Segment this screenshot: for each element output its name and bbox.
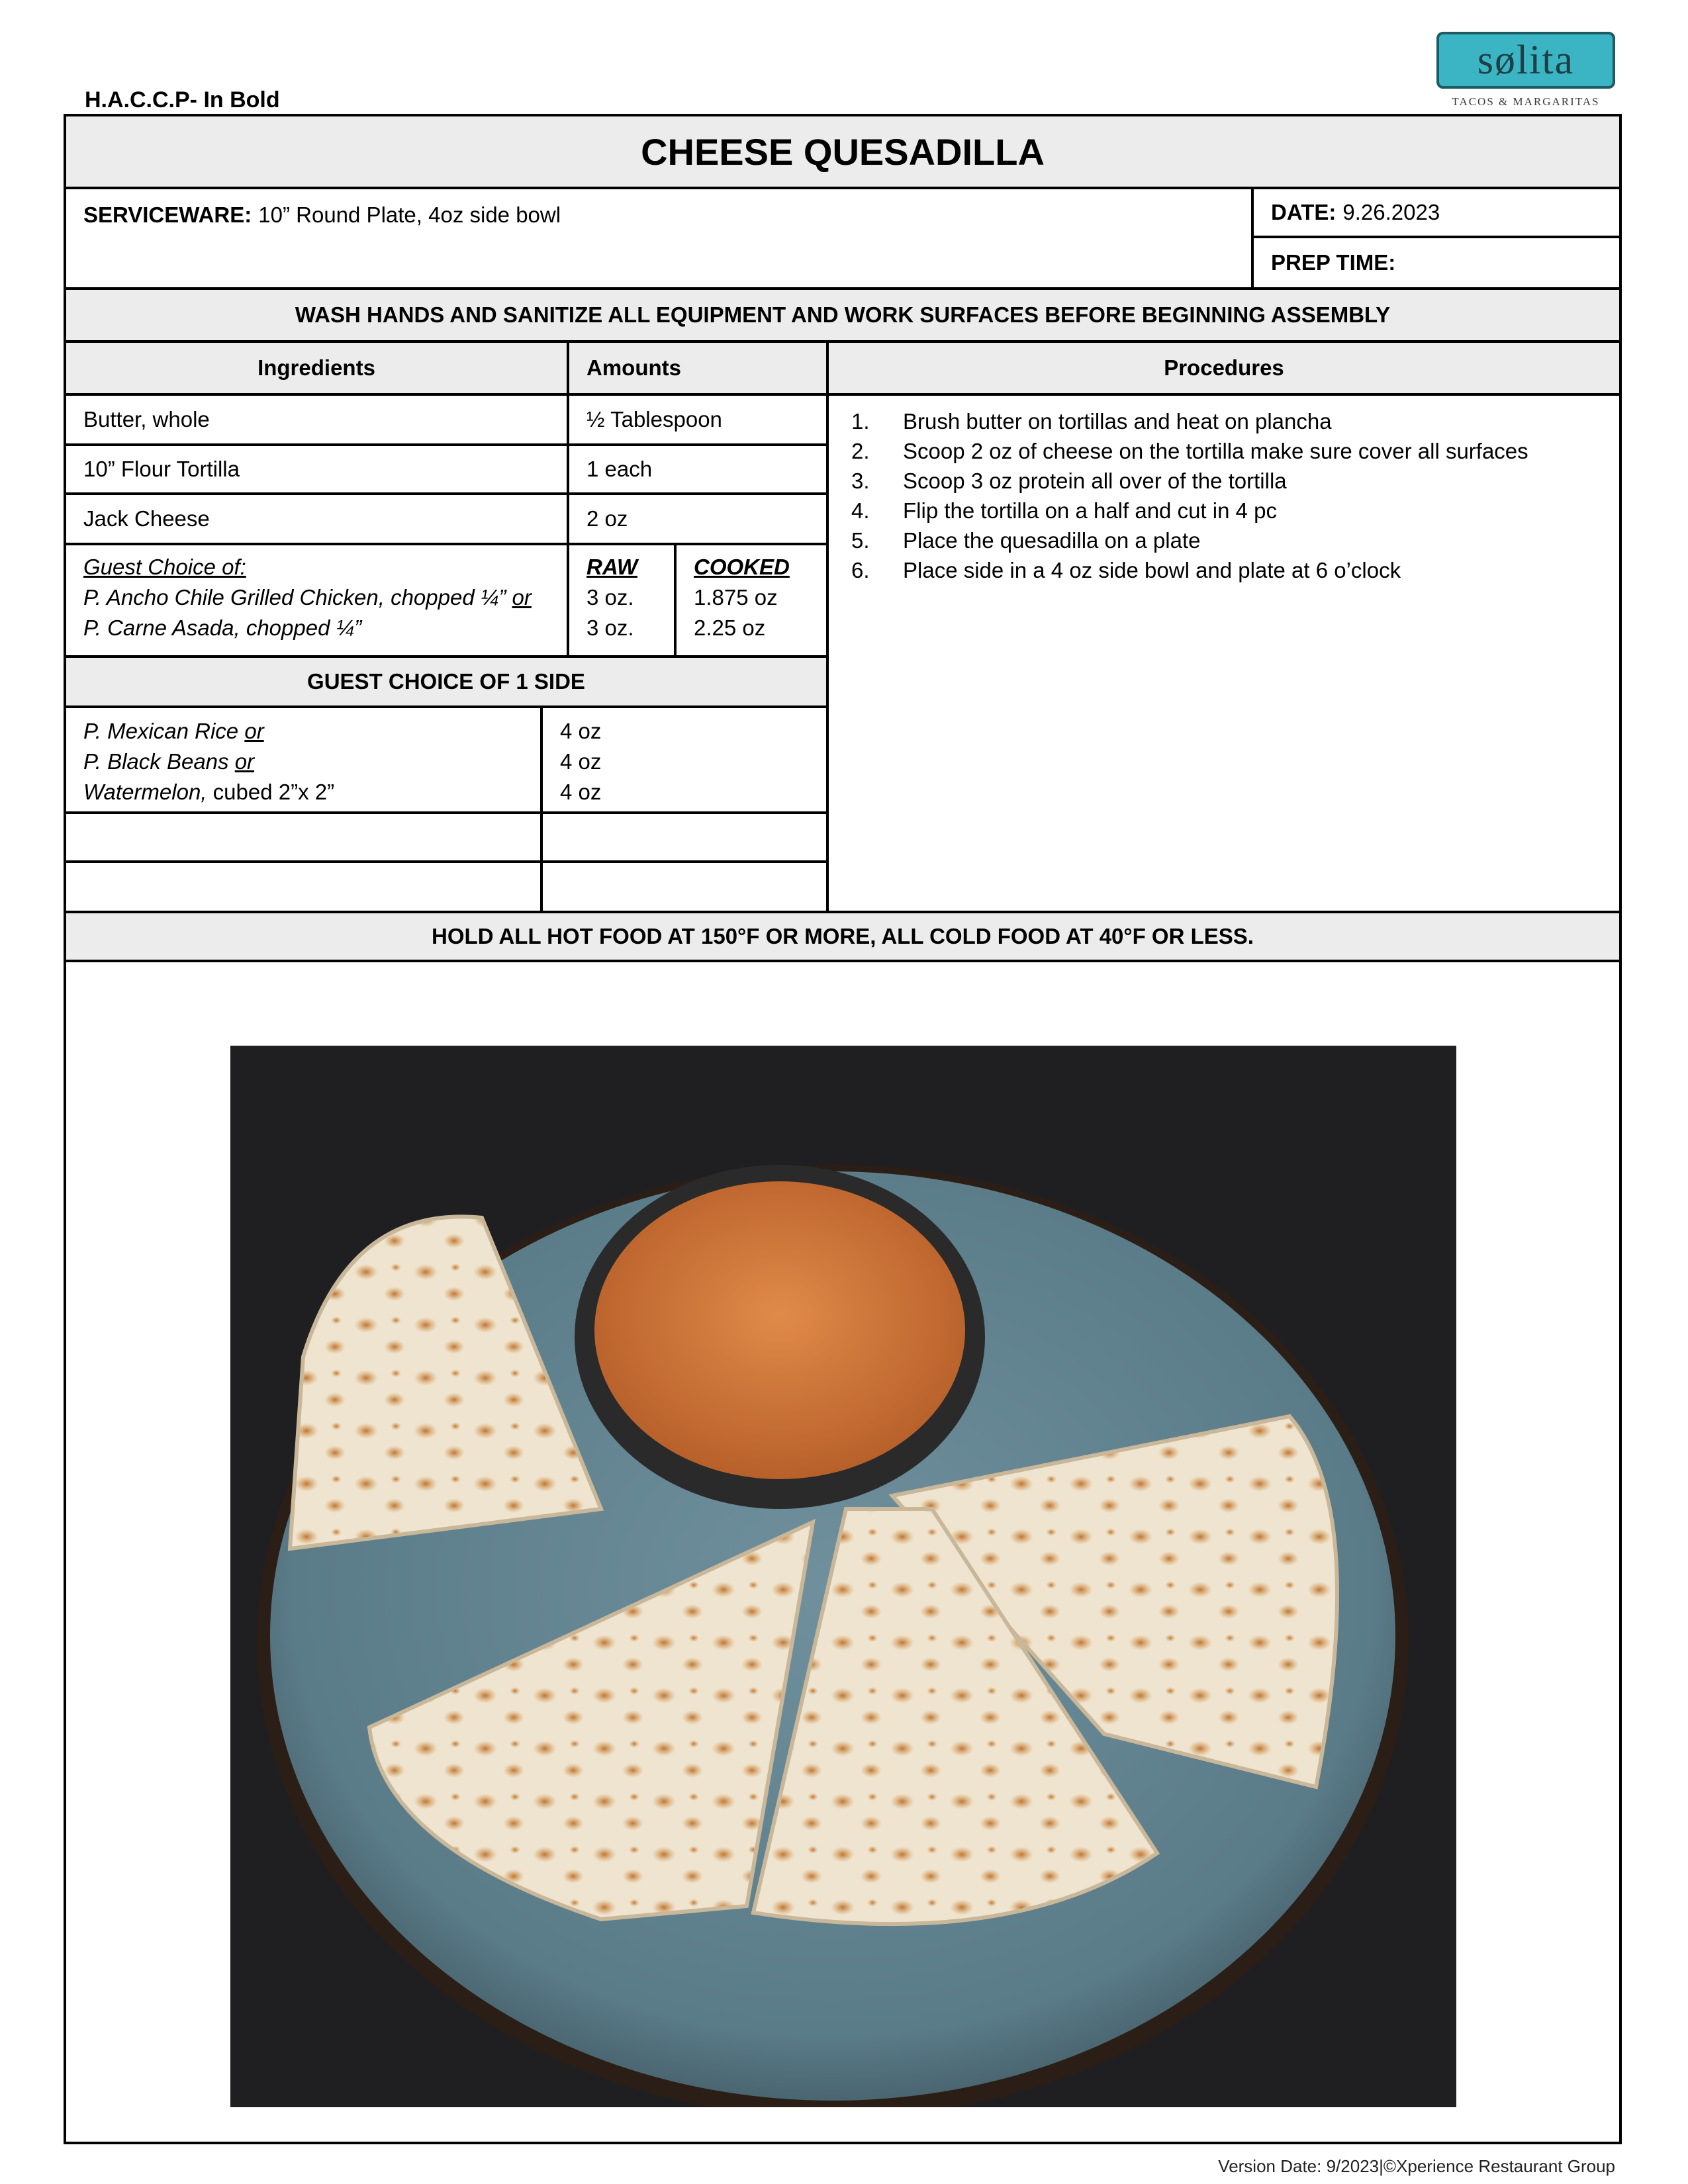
procedure-step bbox=[851, 496, 1606, 525]
empty-cell bbox=[540, 860, 829, 913]
procedure-step bbox=[851, 525, 1606, 555]
solita-logo: sølita bbox=[1436, 32, 1615, 89]
step-text: Place side in a 4 oz side bowl and plate at 6 o’clock bbox=[903, 558, 1401, 582]
version-footer: Version Date: 9/2023|©Xperience Restaurant Group bbox=[1218, 2156, 1615, 2176]
cooked-amount: 2.25 oz bbox=[694, 615, 766, 640]
step-number: 5. bbox=[851, 528, 870, 553]
date-value: 9.26.2023 bbox=[1342, 200, 1440, 224]
guest-choice-cell bbox=[64, 543, 569, 658]
side-option: P. Black Beans bbox=[83, 749, 229, 774]
side-amount: 4 oz bbox=[560, 719, 602, 743]
amounts-header bbox=[567, 340, 829, 396]
procedure-step bbox=[851, 436, 1606, 466]
step-number: 6. bbox=[851, 558, 870, 582]
side-options-cell bbox=[64, 705, 543, 814]
date-cell bbox=[1251, 187, 1622, 238]
procedure-step bbox=[851, 555, 1606, 585]
recipe-title: CHEESE QUESADILLA bbox=[64, 114, 1622, 189]
ingredient-name: 10” Flour Tortilla bbox=[64, 443, 569, 495]
raw-amounts-cell bbox=[567, 543, 677, 658]
ingredient-name: Jack Cheese bbox=[64, 492, 569, 545]
serviceware-cell bbox=[64, 187, 1254, 290]
empty-cell bbox=[540, 811, 829, 863]
ingredient-name: Butter, whole bbox=[64, 393, 569, 446]
logo-tagline: TACOS & MARGARITAS bbox=[1452, 95, 1600, 108]
step-text: Brush butter on tortillas and heat on plancha bbox=[903, 409, 1332, 433]
serviceware-label: SERVICEWARE: bbox=[83, 203, 252, 227]
cooked-amounts-cell bbox=[674, 543, 829, 658]
side-option-detail: cubed 2”x 2” bbox=[212, 780, 335, 804]
ingredients-header: Ingredients bbox=[64, 340, 569, 396]
wash-hands-banner: WASH HANDS AND SANITIZE ALL EQUIPMENT AND WORK SURFACES BEFORE BEGINNING ASSEMBLY bbox=[64, 287, 1622, 343]
empty-cell bbox=[64, 860, 543, 913]
prep-time-cell bbox=[1251, 236, 1622, 290]
ingredient-amount: 1 each bbox=[567, 443, 829, 495]
side-choice-heading: GUEST CHOICE OF 1 SIDE bbox=[64, 655, 829, 708]
side-amount: 4 oz bbox=[560, 749, 602, 774]
side-connector: or bbox=[234, 749, 255, 774]
side-amounts-cell bbox=[540, 705, 829, 814]
hold-temperature-banner: HOLD ALL HOT FOOD AT 150°F OR MORE, ALL COLD FOOD AT 40°F OR LESS. bbox=[64, 911, 1622, 962]
plated-dish-photo bbox=[230, 1046, 1456, 2107]
raw-amount: 3 oz. bbox=[586, 585, 634, 610]
procedures-cell bbox=[826, 393, 1622, 913]
step-number: 3. bbox=[851, 469, 870, 493]
serviceware-value: 10” Round Plate, 4oz side bowl bbox=[258, 203, 561, 227]
side-connector: or bbox=[244, 719, 264, 743]
plated-dish-illustration bbox=[230, 1046, 1456, 2107]
haccp-note: H.A.C.C.P- In Bold bbox=[85, 87, 280, 113]
amounts-header-label: Amounts bbox=[586, 355, 681, 380]
cooked-amount: 1.875 oz bbox=[694, 585, 778, 610]
step-text: Place the quesadilla on a plate bbox=[903, 528, 1201, 553]
step-text: Flip the tortilla on a half and cut in 4 pc bbox=[903, 498, 1277, 523]
procedure-step bbox=[851, 406, 1606, 436]
protein-option: P. Carne Asada, chopped ¼” bbox=[83, 615, 362, 640]
step-number: 1. bbox=[851, 409, 870, 433]
mexican-rice bbox=[594, 1181, 965, 1479]
side-amount: 4 oz bbox=[560, 780, 602, 804]
raw-amount: 3 oz. bbox=[586, 615, 634, 640]
ingredient-amount: 2 oz bbox=[567, 492, 829, 545]
side-option: Watermelon, bbox=[83, 780, 207, 804]
step-text: Scoop 3 oz protein all over of the tortilla bbox=[903, 469, 1287, 493]
raw-label: RAW bbox=[586, 555, 637, 579]
step-number: 2. bbox=[851, 439, 870, 463]
step-number: 4. bbox=[851, 498, 870, 523]
prep-time-label: PREP TIME: bbox=[1271, 250, 1396, 275]
procedure-list bbox=[851, 406, 1606, 585]
side-option: P. Mexican Rice bbox=[83, 719, 239, 743]
date-label: DATE: bbox=[1271, 200, 1336, 224]
guest-choice-heading: Guest Choice of: bbox=[83, 555, 246, 579]
cooked-label: COOKED bbox=[694, 555, 790, 579]
ingredient-amount: ½ Tablespoon bbox=[567, 393, 829, 446]
procedure-step bbox=[851, 466, 1606, 496]
protein-connector: or bbox=[512, 585, 532, 610]
step-text: Scoop 2 oz of cheese on the tortilla make sure cover all surfaces bbox=[903, 439, 1528, 463]
procedures-header: Procedures bbox=[826, 340, 1622, 396]
protein-option: P. Ancho Chile Grilled Chicken, chopped ¼” bbox=[83, 585, 506, 610]
empty-cell bbox=[64, 811, 543, 863]
